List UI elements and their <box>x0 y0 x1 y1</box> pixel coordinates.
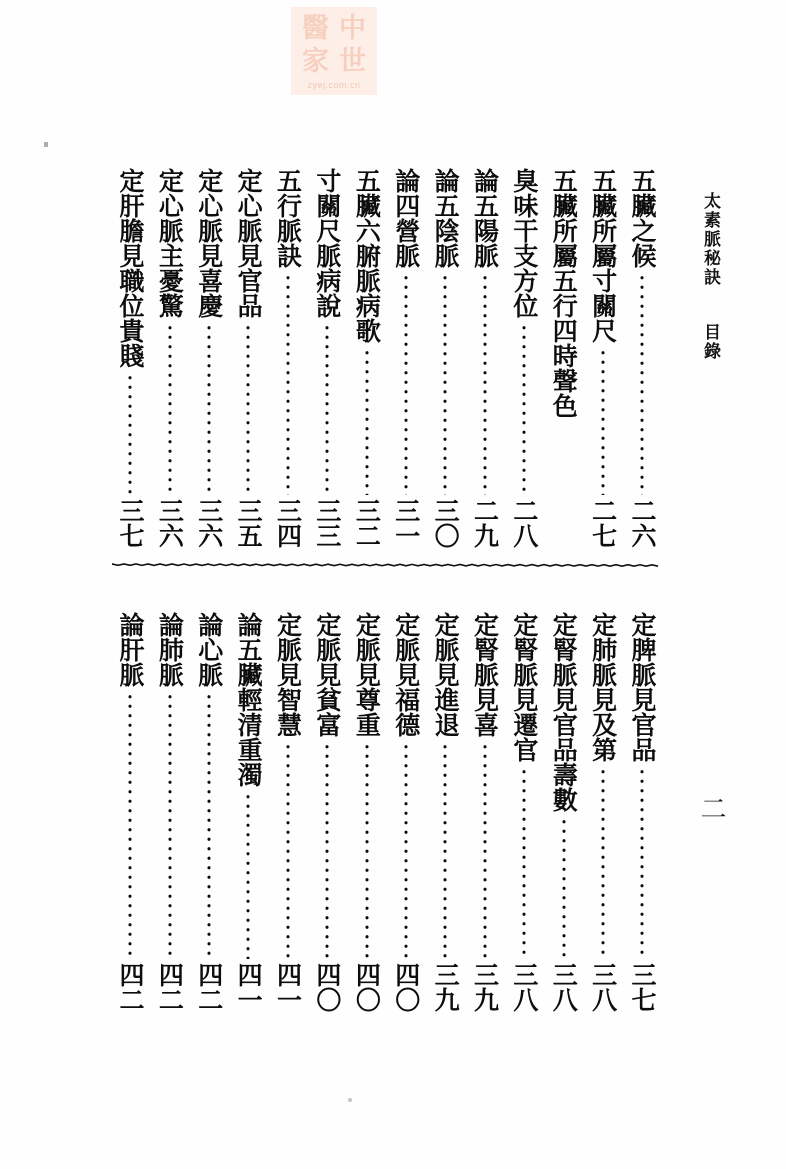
toc-entry-page-number: 四〇 <box>352 962 382 1012</box>
toc-entry-page-number: 二八 <box>509 498 539 548</box>
toc-entry-page-number: 二六 <box>628 498 658 548</box>
toc-entry[interactable] <box>150 168 189 548</box>
section-label: 目錄 <box>700 323 720 361</box>
scan-speck-artifact-bottom <box>348 1098 352 1102</box>
toc-entry-page-number: 四二 <box>115 962 145 1012</box>
seal-url-text: zyej.com.cn <box>307 80 361 90</box>
running-title <box>696 192 722 361</box>
toc-entry[interactable] <box>347 612 386 1012</box>
toc-entry[interactable] <box>465 612 504 1012</box>
toc-entry-title: 定脈見尊重 <box>352 612 382 737</box>
toc-entry-page-number: 四二 <box>155 962 185 1012</box>
toc-entry[interactable] <box>623 612 662 1012</box>
toc-entry-page-number: 四二 <box>194 962 224 1012</box>
toc-leader-dots <box>168 323 172 495</box>
toc-entry-page-number: 四一 <box>273 962 303 1012</box>
toc-entry[interactable] <box>386 168 425 548</box>
toc-entry-page-number: 三二 <box>352 498 382 548</box>
toc-block-bottom <box>110 612 662 1012</box>
toc-leader-dots <box>365 348 369 495</box>
toc-leader-dots <box>562 817 566 959</box>
toc-entry[interactable] <box>111 168 150 548</box>
toc-entry[interactable] <box>583 168 622 548</box>
toc-entry-title: 定脾脈見官品 <box>628 612 658 762</box>
toc-entry[interactable] <box>189 612 228 1012</box>
seal-character-zhong: 中 <box>339 13 366 44</box>
toc-entry-page-number: 三八 <box>588 962 618 1012</box>
seal-character-jia: 家 <box>302 46 329 77</box>
toc-entry[interactable] <box>307 168 346 548</box>
toc-entry-page-number: 三八 <box>549 962 579 1012</box>
toc-entry-title: 五臟六腑脈病歌 <box>352 168 382 343</box>
toc-leader-dots <box>128 692 132 959</box>
toc-leader-dots <box>443 742 447 959</box>
toc-leader-dots <box>522 323 526 495</box>
toc-entry-page-number: 三七 <box>115 498 145 548</box>
toc-entry-title: 寸關尺脈病說 <box>312 168 342 318</box>
toc-entry-title: 論肺脈 <box>155 612 185 687</box>
toc-entry[interactable] <box>111 612 150 1012</box>
toc-entry[interactable] <box>229 168 268 548</box>
toc-entry[interactable] <box>268 168 307 548</box>
seal-character-yi: 醫 <box>302 13 329 44</box>
toc-entry-page-number: 三〇 <box>431 498 461 548</box>
toc-entry-title: 定心脈見官品 <box>234 168 264 318</box>
toc-leader-dots <box>483 273 487 495</box>
toc-entry-page-number: 三四 <box>273 498 303 548</box>
toc-entry-title: 臭味干支方位 <box>509 168 539 318</box>
toc-leader-dots <box>246 323 250 495</box>
toc-leader-dots <box>601 348 605 495</box>
toc-leader-dots <box>128 373 132 495</box>
toc-entry-title: 定腎脈見喜 <box>470 612 500 737</box>
toc-entry-page-number: 三六 <box>194 498 224 548</box>
toc-entry[interactable] <box>347 168 386 548</box>
section-divider <box>112 562 660 567</box>
toc-entry[interactable] <box>426 612 465 1012</box>
toc-entry-title: 定脈見福德 <box>391 612 421 737</box>
toc-block-top <box>110 168 662 548</box>
toc-leader-dots <box>207 323 211 495</box>
toc-entry-page-number: 三七 <box>628 962 658 1012</box>
toc-entry[interactable] <box>150 612 189 1012</box>
toc-entry-title: 定脈見貧富 <box>312 612 342 737</box>
toc-entry-title: 論心脈 <box>194 612 224 687</box>
toc-entry-page-number: 三六 <box>155 498 185 548</box>
toc-entry[interactable] <box>623 168 662 548</box>
toc-leader-dots <box>483 742 487 959</box>
toc-entry[interactable] <box>386 612 425 1012</box>
toc-leader-dots <box>325 323 329 495</box>
toc-leader-dots <box>522 767 526 959</box>
toc-entry-title: 論四營脈 <box>391 168 421 268</box>
toc-entry-title: 論肝脈 <box>115 612 145 687</box>
toc-leader-dots <box>404 742 408 959</box>
toc-leader-dots <box>443 273 447 495</box>
toc-entry-title: 定脈見進退 <box>431 612 461 737</box>
page-title: 太素脈秘訣 <box>700 192 720 287</box>
toc-entry-title: 定肝膽見職位貴賤 <box>115 168 145 368</box>
toc-entry-page-number: 三九 <box>431 962 461 1012</box>
toc-entry[interactable] <box>583 612 622 1012</box>
toc-entry-page-number: 三九 <box>470 962 500 1012</box>
toc-entry-title: 定心脈主憂驚 <box>155 168 185 318</box>
seal-character-shi: 世 <box>339 46 366 77</box>
toc-entry-title: 五臟所屬五行四時聲色 <box>549 168 579 418</box>
toc-entry[interactable] <box>504 612 543 1012</box>
seal-character-grid <box>297 12 371 78</box>
toc-leader-dots <box>404 273 408 495</box>
toc-entry[interactable] <box>465 168 504 548</box>
toc-leader-dots <box>207 692 211 959</box>
toc-entry-title: 論五陰脈 <box>431 168 461 268</box>
toc-leader-dots <box>168 692 172 959</box>
toc-leader-dots <box>601 767 605 959</box>
folio-number: 二 <box>696 795 726 821</box>
toc-entry-title: 定腎脈見官品壽數 <box>549 612 579 812</box>
toc-leader-dots <box>246 792 250 959</box>
toc-entry-title: 定心脈見喜慶 <box>194 168 224 318</box>
toc-entry[interactable] <box>189 168 228 548</box>
toc-entry-title: 五行脈訣 <box>273 168 303 268</box>
toc-entry-page-number: 三五 <box>234 498 264 548</box>
scan-speck-artifact <box>44 142 48 147</box>
toc-entry[interactable] <box>307 612 346 1012</box>
toc-leader-dots <box>640 767 644 959</box>
toc-entry[interactable] <box>544 168 583 548</box>
toc-entry-title: 論五陽脈 <box>470 168 500 268</box>
toc-entry[interactable] <box>229 612 268 1012</box>
toc-entry-title: 定腎脈見遷官 <box>509 612 539 762</box>
toc-entry-title: 論五臟輕清重濁 <box>234 612 264 787</box>
toc-entry-title: 五臟之候 <box>628 168 658 268</box>
toc-leader-dots <box>286 273 290 495</box>
toc-entry-page-number: 二九 <box>470 498 500 548</box>
toc-entry-page-number: 三三 <box>312 498 342 548</box>
toc-entry-page-number: 四〇 <box>391 962 421 1012</box>
toc-entry[interactable] <box>426 168 465 548</box>
toc-entry-title: 五臟所屬寸關尺 <box>588 168 618 343</box>
toc-entry-page-number: 四一 <box>234 962 264 1012</box>
toc-entry-page-number: 二七 <box>588 498 618 548</box>
watermark-seal <box>291 7 377 95</box>
toc-entry[interactable] <box>504 168 543 548</box>
toc-leader-dots <box>640 273 644 495</box>
toc-leader-dots <box>325 742 329 959</box>
toc-entry-title: 定肺脈見及第 <box>588 612 618 762</box>
toc-entry-page-number: 三八 <box>509 962 539 1012</box>
toc-entry-page-number: 四〇 <box>312 962 342 1012</box>
toc-leader-dots <box>365 742 369 959</box>
toc-entry-title: 定脈見智慧 <box>273 612 303 737</box>
toc-entry-page-number: 三一 <box>391 498 421 548</box>
toc-leader-dots <box>286 742 290 959</box>
toc-entry[interactable] <box>268 612 307 1012</box>
toc-entry[interactable] <box>544 612 583 1012</box>
